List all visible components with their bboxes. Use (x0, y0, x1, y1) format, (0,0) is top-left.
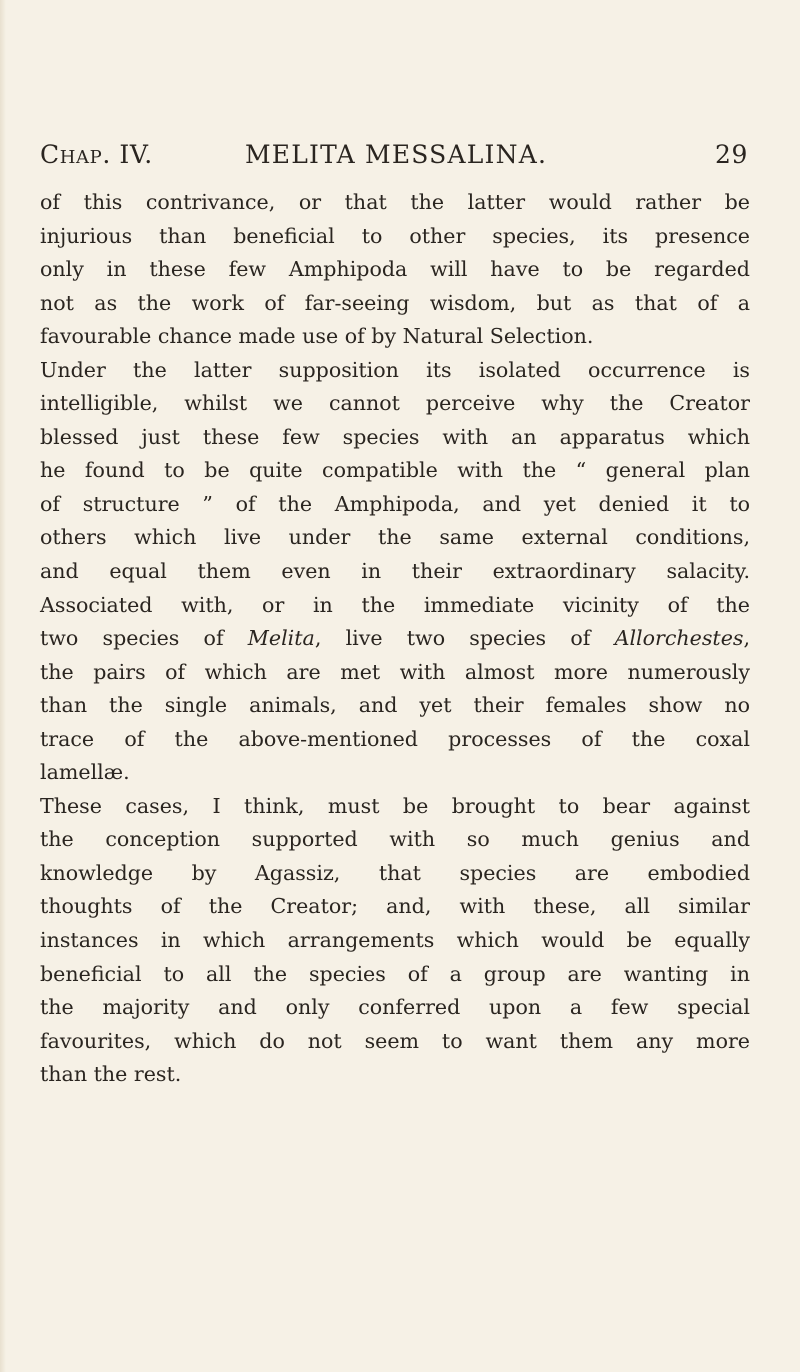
text-line: blessed just these few species with an apparatus which (40, 424, 750, 449)
text-line: Associated with, or in the immediate vicinity of the (40, 592, 750, 617)
text-line: injurious than beneficial to other species, its presence (40, 223, 750, 248)
text-line: beneficial to all the species of a group are wanting in (40, 961, 750, 986)
text-run: , (743, 626, 750, 651)
text-line: than the single animals, and yet their females show no (40, 693, 750, 718)
text-line: thoughts of the Creator; and, with these, all similar (40, 894, 750, 919)
text-line-with-italics (40, 622, 750, 656)
genus-name-allorchestes: Allorchestes (614, 626, 744, 651)
text-line: These cases, I think, must be brought to bear against (40, 793, 750, 818)
text-line: Under the latter supposition its isolated occurrence is (40, 357, 750, 382)
text-line: he found to be quite compatible with the “ general plan (40, 458, 750, 483)
text-line: trace of the above-mentioned processes of the coxal (40, 726, 750, 751)
text-line: the majority and only conferred upon a few special (40, 995, 750, 1020)
text-line: intelligible, whilst we cannot perceive why the Creator (40, 391, 750, 416)
running-header (40, 140, 748, 174)
text-line: favourable chance made use of by Natural Selection. (40, 324, 594, 349)
running-title: MELITA MESSALINA. (245, 140, 548, 169)
text-line: of this contrivance, or that the latter would rather be (40, 190, 750, 214)
text-line: only in these few Amphipoda will have to be regarded (40, 257, 750, 282)
text-line: instances in which arrangements which would be equally (40, 928, 750, 953)
text-line: the conception supported with so much genius and (40, 827, 750, 852)
page-number: 29 (714, 140, 748, 169)
text-line: others which live under the same external conditions, (40, 525, 750, 550)
text-line: the pairs of which are met with almost more numerously (40, 659, 750, 684)
page-edge-shadow (0, 0, 6, 1372)
text-line: favourites, which do not seem to want them any more (40, 1028, 750, 1053)
text-run: two species of (40, 626, 248, 651)
chapter-label: Chap. IV. (40, 140, 153, 169)
text-line: lamellæ. (40, 760, 130, 785)
genus-name-melita: Melita (247, 626, 315, 651)
text-line: than the rest. (40, 1062, 182, 1087)
text-line: knowledge by Agassiz, that species are embodied (40, 860, 750, 885)
text-line: of structure ” of the Amphipoda, and yet denied it to (40, 491, 750, 516)
text-line: not as the work of far-seeing wisdom, but as that of a (40, 290, 750, 315)
text-line: and equal them even in their extraordinary salacity. (40, 559, 750, 584)
text-run: , live two species of (314, 626, 615, 651)
body-text (40, 186, 750, 1092)
